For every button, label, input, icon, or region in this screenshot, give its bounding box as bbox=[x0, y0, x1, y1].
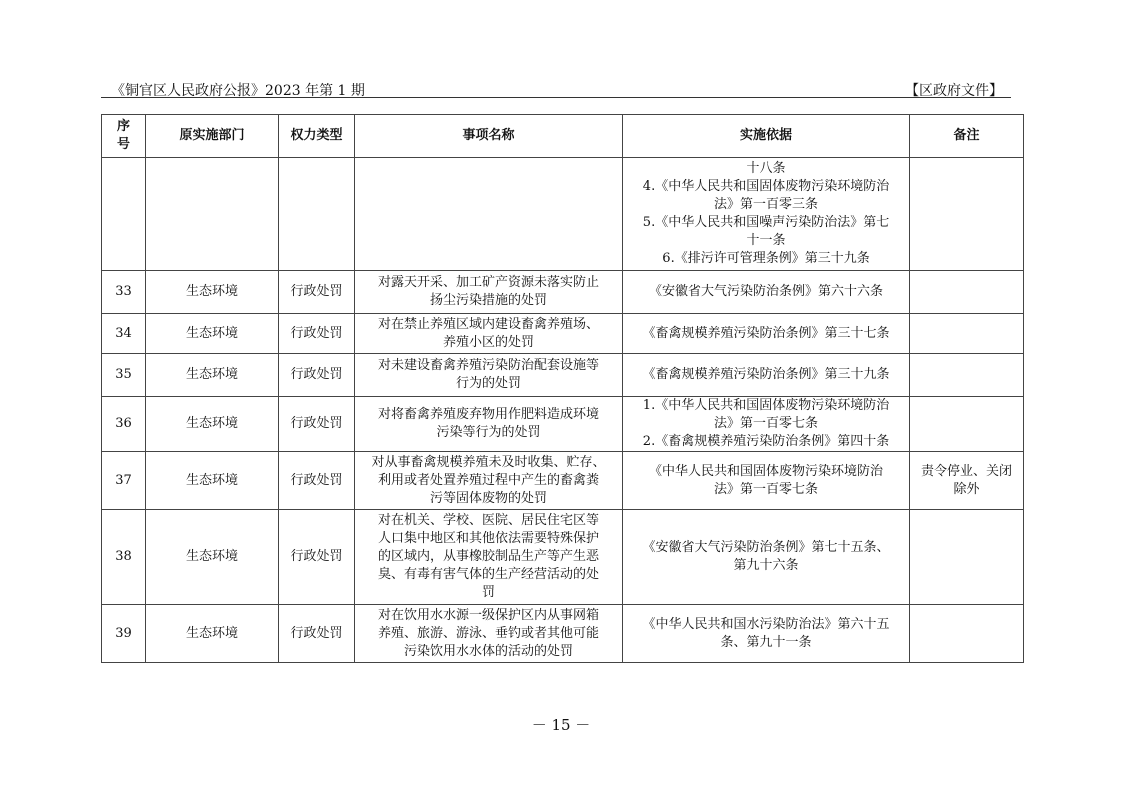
cell-text-line: 十一条 bbox=[746, 233, 786, 248]
cell-no bbox=[102, 158, 146, 271]
cell-basis bbox=[623, 452, 910, 510]
cell-item bbox=[355, 314, 623, 354]
cell-text-line: 法》第一百零七条 bbox=[713, 481, 818, 497]
cell-text-line: 罚 bbox=[481, 585, 495, 600]
column-header-no: 序 号 bbox=[102, 115, 146, 158]
cell-text-line: 污染饮用水水体的活动的处罚 bbox=[403, 643, 573, 659]
cell-text-line: 6.《排污许可管理条例》第三十九条 bbox=[662, 251, 870, 266]
cell-type: 行政处罚 bbox=[279, 397, 355, 452]
cell-basis bbox=[623, 271, 910, 314]
cell-type: 行政处罚 bbox=[279, 271, 355, 314]
cell-text-line: 扬尘污染措施的处罚 bbox=[429, 293, 547, 308]
cell-note bbox=[910, 314, 1024, 354]
section-label: 【区政府文件】 bbox=[905, 83, 1003, 99]
cell-text-line: 对在饮用水水源一级保护区内从事网箱 bbox=[377, 607, 599, 623]
table-row bbox=[102, 510, 1024, 605]
cell-type: 行政处罚 bbox=[279, 314, 355, 354]
cell-basis bbox=[623, 397, 910, 452]
cell-text-line: 条、第九十一条 bbox=[720, 634, 812, 650]
cell-text-line: 《安徽省大气污染防治条例》第七十五条、 bbox=[642, 540, 890, 555]
cell-text-line: 《安徽省大气污染防治条例》第六十六条 bbox=[648, 284, 883, 299]
header-rule bbox=[101, 97, 1011, 98]
cell-note bbox=[910, 271, 1024, 314]
cell-no: 35 bbox=[102, 354, 146, 397]
cell-text-line: 养殖小区的处罚 bbox=[442, 334, 534, 350]
cell-type: 行政处罚 bbox=[279, 510, 355, 605]
cell-note bbox=[910, 354, 1024, 397]
column-header-basis: 实施依据 bbox=[623, 115, 910, 158]
power-list-table bbox=[101, 114, 1024, 663]
cell-note bbox=[910, 158, 1024, 271]
cell-item bbox=[355, 397, 623, 452]
cell-text-line: 对在禁止养殖区域内建设畜禽养殖场、 bbox=[377, 316, 599, 332]
cell-text-line: 责令停业、关闭 bbox=[920, 463, 1012, 479]
cell-text-line: 第九十六条 bbox=[733, 558, 799, 573]
cell-item bbox=[355, 605, 623, 663]
table-header-row bbox=[102, 115, 1024, 158]
cell-no: 33 bbox=[102, 271, 146, 314]
cell-dept: 生态环境 bbox=[146, 452, 279, 510]
cell-text-line: 《畜禽规模养殖污染防治条例》第三十九条 bbox=[642, 367, 890, 382]
column-header-note: 备注 bbox=[910, 115, 1024, 158]
cell-no: 38 bbox=[102, 510, 146, 605]
cell-text-line: 污等固体废物的处罚 bbox=[429, 490, 547, 506]
cell-text-line: 《中华人民共和国水污染防治法》第六十五 bbox=[642, 616, 890, 632]
gazette-title: 《铜官区人民政府公报》2023 年第 1 期 bbox=[111, 83, 365, 99]
cell-text-line: 行为的处罚 bbox=[455, 376, 521, 391]
cell-text-line: 对将畜禽养殖废弃物用作肥料造成环境 bbox=[377, 407, 599, 422]
cell-dept: 生态环境 bbox=[146, 510, 279, 605]
column-header-item: 事项名称 bbox=[355, 115, 623, 158]
cell-dept: 生态环境 bbox=[146, 354, 279, 397]
table-row bbox=[102, 314, 1024, 354]
cell-item bbox=[355, 510, 623, 605]
cell-text-line: 除外 bbox=[953, 481, 980, 497]
table-row bbox=[102, 605, 1024, 663]
cell-basis bbox=[623, 510, 910, 605]
cell-no: 36 bbox=[102, 397, 146, 452]
cell-text-line: 十八条 bbox=[746, 161, 786, 176]
cell-text-line: 的区域内，从事橡胶制品生产等产生恶 bbox=[377, 549, 599, 564]
table-row-continued bbox=[102, 158, 1024, 271]
column-header-type: 权力类型 bbox=[279, 115, 355, 158]
cell-note bbox=[910, 452, 1024, 510]
cell-text-line: 5.《中华人民共和国噪声污染防治法》第七 bbox=[642, 215, 890, 230]
table-row bbox=[102, 397, 1024, 452]
cell-basis bbox=[623, 158, 910, 271]
cell-text-line: 臭、有毒有害气体的生产经营活动的处 bbox=[377, 567, 599, 582]
cell-item bbox=[355, 452, 623, 510]
cell-text-line: 《中华人民共和国固体废物污染环境防治 bbox=[648, 463, 883, 479]
cell-item bbox=[355, 354, 623, 397]
table-row bbox=[102, 271, 1024, 314]
cell-type: 行政处罚 bbox=[279, 605, 355, 663]
cell-item bbox=[355, 271, 623, 314]
cell-no: 39 bbox=[102, 605, 146, 663]
cell-text-line: 1.《中华人民共和国固体废物污染环境防治 bbox=[642, 398, 890, 413]
cell-text-line: 对从事畜禽规模养殖未及时收集、贮存、 bbox=[371, 454, 606, 470]
column-header-dept: 原实施部门 bbox=[146, 115, 279, 158]
cell-text-line: 法》第一百零七条 bbox=[713, 416, 818, 431]
cell-text-line: 4.《中华人民共和国固体废物污染环境防治 bbox=[642, 179, 890, 194]
cell-type bbox=[279, 158, 355, 271]
cell-note bbox=[910, 605, 1024, 663]
cell-basis bbox=[623, 354, 910, 397]
cell-dept: 生态环境 bbox=[146, 271, 279, 314]
cell-text-line: 利用或者处置养殖过程中产生的畜禽粪 bbox=[377, 472, 599, 488]
cell-dept bbox=[146, 158, 279, 271]
cell-text-line: 《畜禽规模养殖污染防治条例》第三十七条 bbox=[642, 325, 890, 341]
cell-type: 行政处罚 bbox=[279, 354, 355, 397]
cell-text-line: 对在机关、学校、医院、居民住宅区等 bbox=[377, 513, 599, 528]
cell-text-line: 对露天开采、加工矿产资源未落实防止 bbox=[377, 275, 599, 290]
cell-text-line: 2.《畜禽规模养殖污染防治条例》第四十条 bbox=[642, 434, 890, 449]
table-row bbox=[102, 354, 1024, 397]
cell-dept: 生态环境 bbox=[146, 397, 279, 452]
cell-dept: 生态环境 bbox=[146, 605, 279, 663]
cell-text-line: 人口集中地区和其他依法需要特殊保护 bbox=[377, 531, 599, 546]
cell-no: 34 bbox=[102, 314, 146, 354]
cell-text-line: 对未建设畜禽养殖污染防治配套设施等 bbox=[377, 358, 599, 373]
page-header bbox=[101, 80, 1011, 98]
cell-dept: 生态环境 bbox=[146, 314, 279, 354]
cell-note bbox=[910, 510, 1024, 605]
cell-text-line: 污染等行为的处罚 bbox=[436, 425, 541, 440]
cell-text-line: 法》第一百零三条 bbox=[713, 197, 818, 212]
cell-no: 37 bbox=[102, 452, 146, 510]
page-number: － 15 － bbox=[531, 716, 591, 734]
cell-note bbox=[910, 397, 1024, 452]
table-row bbox=[102, 452, 1024, 510]
cell-basis bbox=[623, 605, 910, 663]
cell-basis bbox=[623, 314, 910, 354]
cell-type: 行政处罚 bbox=[279, 452, 355, 510]
cell-text-line: 养殖、旅游、游泳、垂钓或者其他可能 bbox=[377, 625, 599, 641]
cell-item bbox=[355, 158, 623, 271]
